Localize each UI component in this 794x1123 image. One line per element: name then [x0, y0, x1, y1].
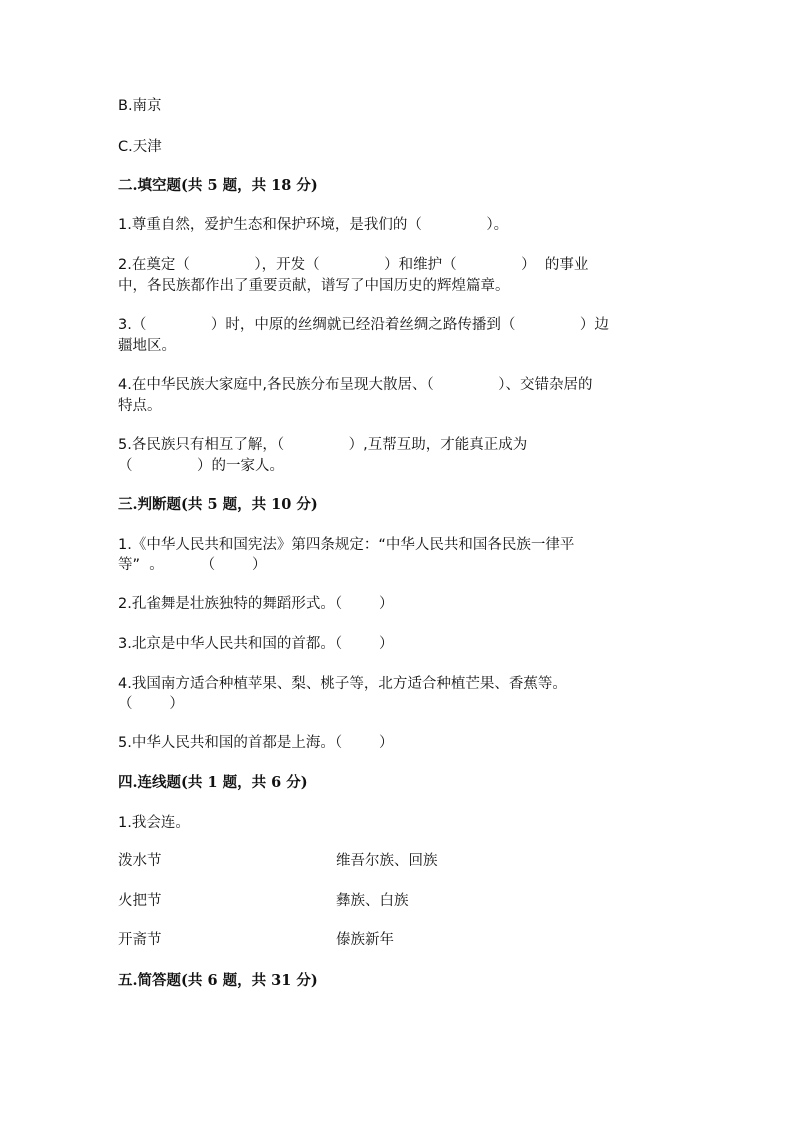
fill-question-5-line-1: 5.各民族只有相互了解，（ ）,互帮互助，才能真正成为 [118, 437, 528, 453]
section-matching-heading: 四.连线题(共 1 题，共 6 分) [118, 774, 308, 791]
judgment-question-1-line-2: 等” 。 （ ） [118, 557, 267, 573]
fill-question-5-line-2: （ ）的一家人。 [118, 458, 285, 474]
fill-question-3-line-1: 3.（ ）时，中原的丝绸就已经沿着丝绸之路传播到（ ）边 [118, 317, 609, 333]
judgment-question-2: 2.孔雀舞是壮族独特的舞蹈形式。（ ） [118, 596, 394, 612]
matching-left-item: 开斋节 [118, 932, 162, 948]
matching-right-item: 傣族新年 [336, 932, 394, 948]
judgment-question-4-line-1: 4.我国南方适合种植苹果、梨、桃子等，北方适合种植芒果、香蕉等。 [118, 676, 567, 692]
fill-question-1: 1.尊重自然，爱护生态和保护环境，是我们的（ ）。 [118, 217, 509, 233]
section-judgment-heading: 三.判断题(共 5 题，共 10 分) [118, 496, 318, 513]
judgment-question-4-line-2: （ ） [118, 696, 184, 712]
option-c: C.天津 [118, 139, 162, 155]
fill-question-2-line-2: 中，各民族都作出了重要贡献，谱写了中国历史的辉煌篇章。 [118, 278, 510, 294]
judgment-question-5: 5.中华人民共和国的首都是上海。（ ） [118, 735, 394, 751]
section-short-answer-heading: 五.简答题(共 6 题，共 31 分) [118, 972, 318, 989]
section-fill-blank-heading: 二.填空题(共 5 题，共 18 分) [118, 177, 318, 194]
fill-question-4-line-1: 4.在中华民族大家庭中,各民族分布呈现大散居、（ ）、交错杂居的 [118, 377, 593, 393]
matching-question-1: 1.我会连。 [118, 815, 190, 831]
matching-right-item: 维吾尔族、回族 [336, 853, 438, 869]
judgment-question-3: 3.北京是中华人民共和国的首都。（ ） [118, 636, 394, 652]
fill-question-3-line-2: 疆地区。 [118, 338, 176, 354]
fill-question-2-line-1: 2.在奠定（ ），开发（ ）和维护（ ） 的事业 [118, 257, 589, 273]
matching-left-item: 泼水节 [118, 853, 162, 869]
judgment-question-1-line-1: 1.《中华人民共和国宪法》第四条规定：“中华人民共和国各民族一律平 [118, 537, 575, 553]
option-b: B.南京 [118, 98, 162, 114]
matching-left-item: 火把节 [118, 893, 162, 909]
fill-question-4-line-2: 特点。 [118, 398, 162, 414]
matching-right-item: 彝族、白族 [336, 893, 409, 909]
